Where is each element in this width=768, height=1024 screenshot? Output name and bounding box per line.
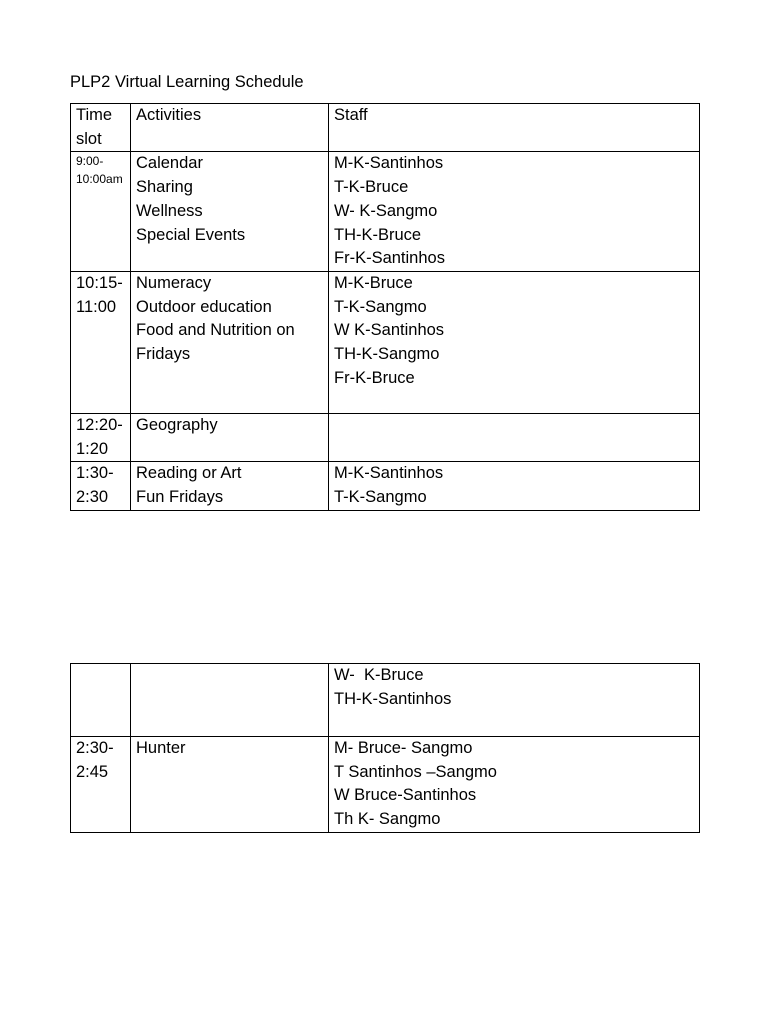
time-line: 1:20 (76, 439, 109, 458)
time-cell (71, 664, 131, 737)
document-title: PLP2 Virtual Learning Schedule (70, 73, 304, 91)
time-line: 11:00 (76, 297, 117, 316)
activity-item: Fridays (136, 345, 191, 364)
schedule-table-page-1 (70, 103, 700, 511)
activity-item: Reading or Art (136, 464, 242, 483)
activity-item: Outdoor education (136, 297, 272, 316)
table-row (71, 664, 700, 737)
staff-item: T-K-Sangmo (334, 297, 427, 316)
time-cell (71, 152, 131, 272)
activity-item: Fun Fridays (136, 488, 224, 507)
staff-item: Fr-K-Santinhos (334, 249, 445, 268)
table-row (71, 413, 700, 461)
staff-item: W- K-Sangmo (334, 201, 438, 220)
header-staff-label: Staff (334, 106, 368, 124)
time-line: 9:00- (76, 154, 104, 169)
time-line: 10:00am (76, 172, 123, 187)
staff-cell (329, 413, 700, 461)
header-time-slot (71, 104, 131, 152)
activity-item: Wellness (136, 201, 203, 220)
staff-item: Fr-K-Bruce (334, 368, 415, 387)
staff-item: TH-K-Santinhos (334, 689, 452, 708)
header-time-line: Time (76, 106, 113, 124)
activities-cell (131, 462, 329, 510)
schedule-table-page-2 (70, 663, 700, 833)
staff-item: M- Bruce- Sangmo (334, 739, 473, 757)
activities-cell (131, 664, 329, 737)
table-row (71, 271, 700, 413)
header-activities (131, 104, 329, 152)
staff-item: W Bruce-Santinhos (334, 786, 477, 805)
staff-item: M-K-Bruce (334, 273, 413, 292)
staff-cell (329, 271, 700, 413)
staff-item: T-K-Sangmo (334, 488, 427, 507)
staff-item: TH-K-Bruce (334, 225, 422, 244)
staff-cell (329, 737, 700, 833)
activities-cell (131, 271, 329, 413)
table-row (71, 152, 700, 272)
time-line: 10:15- (76, 273, 123, 292)
activity-item: Geography (136, 415, 218, 434)
activity-item: Numeracy (136, 273, 212, 292)
time-cell (71, 737, 131, 833)
staff-item: M-K-Santinhos (334, 154, 444, 173)
header-time-line: slot (76, 129, 102, 148)
table-row (71, 462, 700, 510)
staff-cell (329, 152, 700, 272)
header-activities-label: Activities (136, 106, 202, 124)
activity-item: Food and Nutrition on (136, 321, 295, 340)
time-cell (71, 462, 131, 510)
time-line: 2:30 (76, 488, 109, 507)
activity-item: Calendar (136, 154, 203, 173)
time-line: 12:20- (76, 415, 123, 434)
activity-item: Sharing (136, 178, 193, 197)
activity-item: Hunter (136, 739, 186, 757)
staff-item: W- K-Bruce (334, 666, 424, 684)
staff-item: T Santinhos –Sangmo (334, 762, 497, 781)
time-cell (71, 413, 131, 461)
table-row (71, 737, 700, 833)
time-line: 2:45 (76, 762, 109, 781)
time-line: 2:30- (76, 739, 114, 757)
table-header-row (71, 104, 700, 152)
activity-item: Special Events (136, 225, 246, 244)
staff-cell (329, 664, 700, 737)
staff-item: TH-K-Sangmo (334, 345, 440, 364)
activities-cell (131, 737, 329, 833)
staff-cell (329, 462, 700, 510)
activities-cell (131, 413, 329, 461)
staff-item: W K-Santinhos (334, 321, 445, 340)
header-staff (329, 104, 700, 152)
time-cell (71, 271, 131, 413)
activities-cell (131, 152, 329, 272)
time-line: 1:30- (76, 464, 114, 483)
staff-item: T-K-Bruce (334, 178, 409, 197)
staff-item: M-K-Santinhos (334, 464, 444, 483)
staff-item: Th K- Sangmo (334, 810, 441, 829)
